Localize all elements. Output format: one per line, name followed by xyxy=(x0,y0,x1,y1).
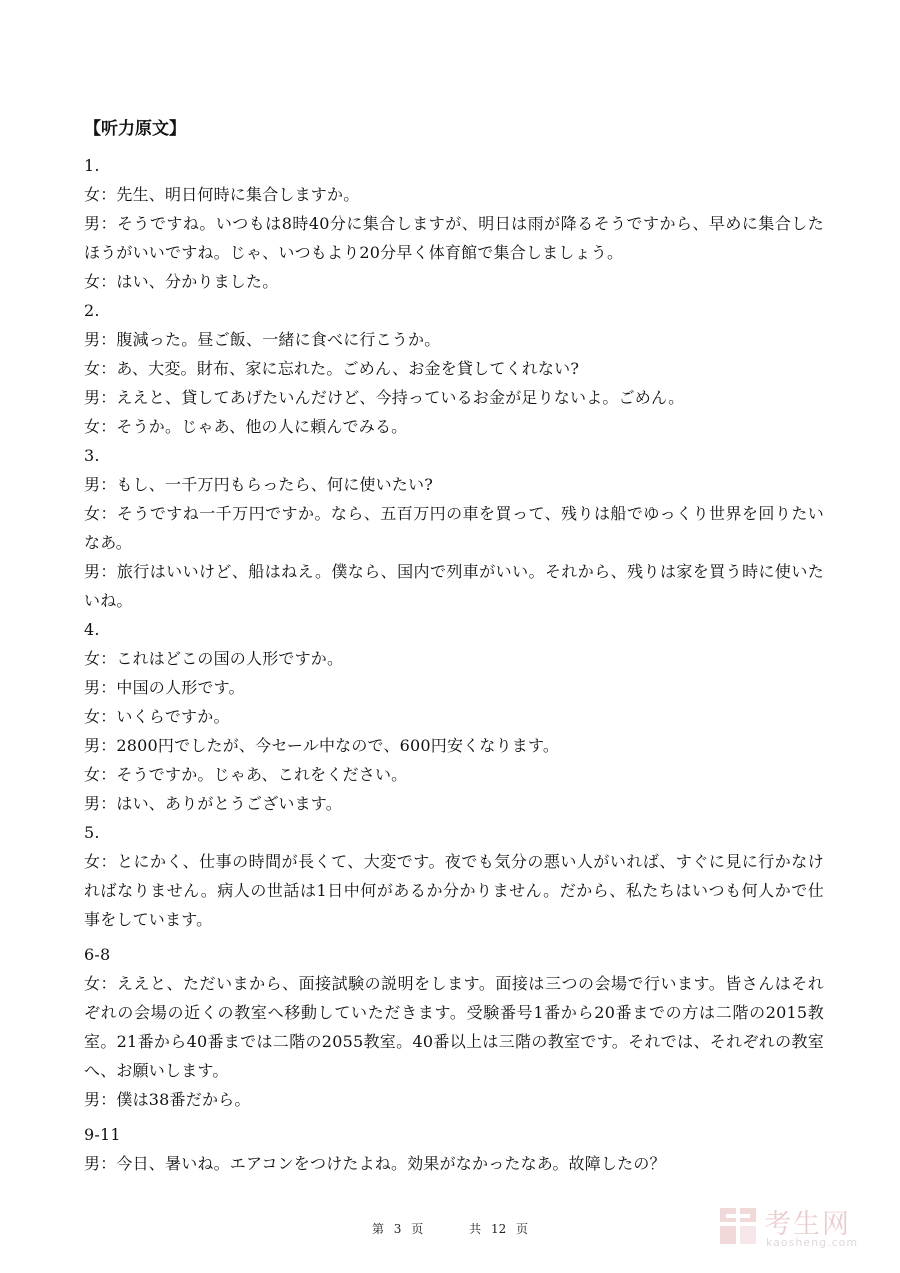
question-number: 1. xyxy=(84,156,100,175)
page-number xyxy=(369,1222,430,1236)
question-number: 9-11 xyxy=(84,1125,121,1144)
dialogue-line: 女：そうですか。じゃあ、これをください。 xyxy=(84,765,408,784)
watermark-logo-icon xyxy=(718,1204,758,1248)
dialogue-line: 女：そうか。じゃあ、他の人に頼んでみる。 xyxy=(84,417,408,436)
page-suffix: 页 xyxy=(411,1222,424,1236)
question-number: 6-8 xyxy=(84,945,111,964)
document-body xyxy=(84,116,824,1178)
watermark xyxy=(718,1202,878,1256)
question-number: 3. xyxy=(84,446,100,465)
watermark-site: kaosheng.com xyxy=(766,1236,859,1249)
dialogue-line: 男：中国の人形です。 xyxy=(84,678,245,697)
dialogue-line: 男：そうですね。いつもは8時40分に集合しますが、明日は雨が降るそうですから、早めに集合したほうがいいですね。じゃ、いつもより20分早く体育館で集合しましょう。 xyxy=(84,214,824,262)
question-number: 2. xyxy=(84,301,100,320)
dialogue-line: 女：先生、明日何時に集合しますか。 xyxy=(84,185,360,204)
dialogue-line: 男：はい、ありがとうございます。 xyxy=(84,794,342,813)
dialogue-line: 男：ええと、貸してあげたいんだけど、今持っているお金が足りないよ。ごめん。 xyxy=(84,388,685,407)
section-heading: 【听力原文】 xyxy=(84,119,186,139)
dialogue-line: 女：いくらですか。 xyxy=(84,707,230,726)
dialogue-line: 女：はい、分かりました。 xyxy=(84,272,279,291)
page-total xyxy=(466,1222,531,1236)
watermark-text: 考生网 xyxy=(764,1209,851,1240)
page-prefix: 第 xyxy=(371,1222,384,1236)
dialogue-line: 男：旅行はいいけど、船はねえ。僕なら、国内で列車がいい。それから、残りは家を買う時に使いたいね。 xyxy=(84,562,824,610)
dialogue-line: 男：僕は38番だから。 xyxy=(84,1090,251,1109)
dialogue-line: 女：とにかく、仕事の時間が長くて、大変です。夜でも気分の悪い人がいれば、すぐに見に行かなければなりません。病人の世話は1日中何があるか分かりません。だから、私たちはいつも何人かで仕事をしています。 xyxy=(84,852,824,929)
dialogue-line: 男：腹減った。昼ご飯、一緒に食べに行こうか。 xyxy=(84,330,441,349)
dialogue-line: 女：そうですね一千万円ですか。なら、五百万円の車を買って、残りは船でゆっくり世界を回りたいなあ。 xyxy=(84,504,824,552)
dialogue-line: 女：これはどこの国の人形ですか。 xyxy=(84,649,344,668)
question-number: 5. xyxy=(84,823,100,842)
transcript xyxy=(84,151,824,1178)
dialogue-line: 女：あ、大変。財布、家に忘れた。ごめん、お金を貸してくれない? xyxy=(84,359,580,378)
total-suffix: 页 xyxy=(516,1222,529,1236)
dialogue-line: 男：今日、暑いね。エアコンをつけたよね。効果がなかったなあ。故障したの？ xyxy=(84,1154,666,1173)
total-num: 12 xyxy=(490,1222,507,1236)
dialogue-line: 男：2800円でしたが、今セール中なので、600円安くなります。 xyxy=(84,736,560,755)
page-num: 3 xyxy=(393,1222,402,1236)
dialogue-line: 男：もし、一千万円もらったら、何に使いたい? xyxy=(84,475,433,494)
question-number: 4. xyxy=(84,620,100,639)
total-prefix: 共 xyxy=(469,1222,482,1236)
dialogue-line: 女：ええと、ただいまから、面接試験の説明をします。面接は三つの会場で行います。皆さんはそれぞれの会場の近くの教室へ移動していただきます。受験番号1番から20番までの方は二階の2015教室。21番から40番までは二階の2055教室。40番以上は三階の教室です。それでは、それぞれの教室へ、お願いします。 xyxy=(84,974,824,1080)
